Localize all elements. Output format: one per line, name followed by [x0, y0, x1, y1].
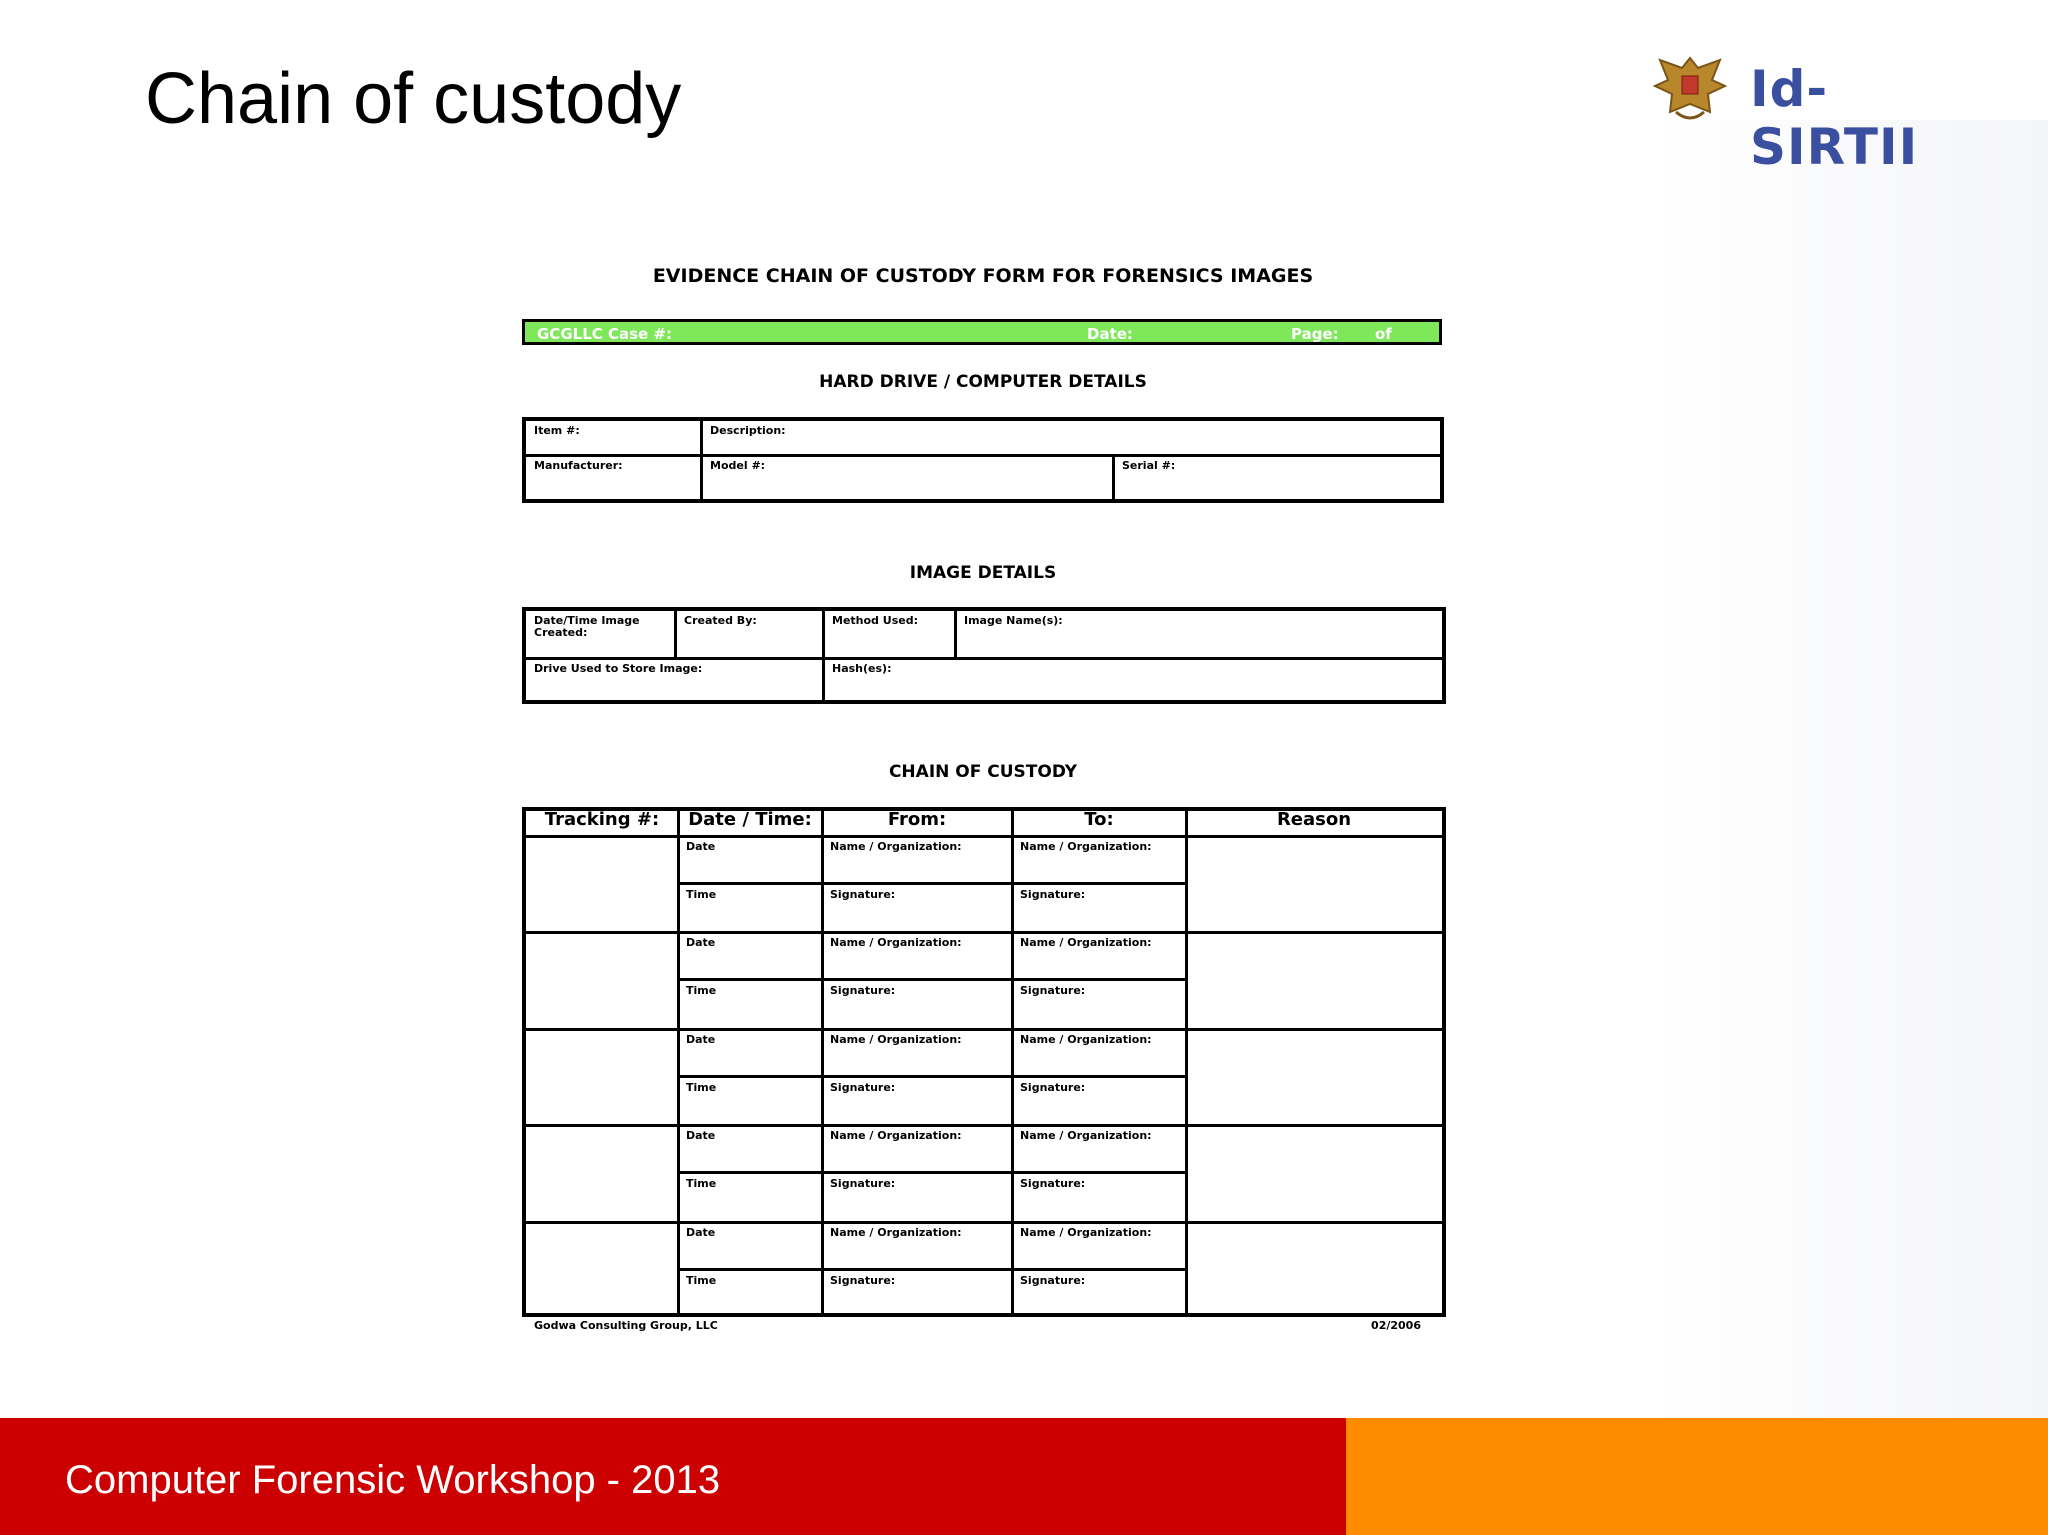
from-name-org-label: Name / Organization:: [830, 1129, 962, 1143]
footer-band: [0, 1418, 2048, 1535]
date-label: Date: [686, 1225, 716, 1239]
custody-section-title: CHAIN OF CUSTODY: [888, 762, 1078, 782]
item-number-field: Item #:: [534, 424, 580, 437]
created-by-field: Created By:: [684, 614, 757, 627]
manufacturer-field: Manufacturer:: [534, 459, 623, 472]
from-signature-label: Signature:: [830, 984, 896, 998]
footer-band-text: Computer Forensic Workshop - 2013: [65, 1458, 721, 1502]
to-name-org-label: Name / Organization:: [1020, 840, 1152, 853]
date-label: Date: [686, 1129, 716, 1143]
time-label: Time: [686, 984, 717, 998]
hashes-field: Hash(es):: [832, 662, 892, 675]
from-signature-label: Signature:: [830, 1080, 896, 1094]
slide-title: Chain of custody: [145, 59, 682, 139]
from-name-org-label: Name / Organization:: [830, 840, 962, 853]
logo-text: Id-SIRTII: [1750, 60, 1919, 176]
image-details-table: [522, 607, 1446, 704]
time-label: Time: [686, 1177, 717, 1191]
to-name-org-label: Name / Organization:: [1020, 1129, 1152, 1143]
date-label: Date: [686, 840, 716, 853]
from-name-org-label: Name / Organization:: [830, 1225, 962, 1239]
date-label: Date: [686, 936, 716, 950]
from-name-org-label: Name / Organization:: [830, 936, 962, 950]
to-signature-label: Signature:: [1020, 888, 1086, 901]
date-label: Date:: [1087, 325, 1133, 343]
hardware-section-title: HARD DRIVE / COMPUTER DETAILS: [819, 372, 1147, 392]
case-number-label: GCGLLC Case #:: [537, 325, 672, 343]
method-used-field: Method Used:: [832, 614, 918, 627]
time-label: Time: [686, 1273, 717, 1287]
of-label: of: [1375, 325, 1392, 343]
logo: [1650, 50, 1950, 176]
garuda-emblem-icon: [1650, 50, 1730, 130]
custody-table: [522, 807, 1446, 1317]
from-header: From:: [887, 809, 947, 830]
reason-header: Reason: [1276, 809, 1352, 830]
form-title: EVIDENCE CHAIN OF CUSTODY FORM FOR FORENSICS IMAGES: [652, 265, 1314, 287]
from-name-org-label: Name / Organization:: [830, 1032, 962, 1046]
from-signature-label: Signature:: [830, 888, 896, 901]
version-footer: 02/2006: [1371, 1319, 1421, 1332]
time-label: Time: [686, 888, 717, 901]
to-name-org-label: Name / Organization:: [1020, 1225, 1152, 1239]
footer-band-orange: [1346, 1418, 2048, 1535]
page-label: Page:: [1291, 325, 1339, 343]
description-field: Description:: [710, 424, 786, 437]
from-signature-label: Signature:: [830, 1177, 896, 1191]
to-signature-label: Signature:: [1020, 1273, 1086, 1287]
date-label: Date: [686, 1032, 716, 1046]
to-signature-label: Signature:: [1020, 1080, 1086, 1094]
to-header: To:: [1084, 809, 1114, 830]
datetime-header: Date / Time:: [688, 809, 812, 830]
drive-used-field: Drive Used to Store Image:: [534, 662, 703, 675]
datetime-created-field: Date/Time Image Created:: [534, 614, 640, 639]
to-signature-label: Signature:: [1020, 1177, 1086, 1191]
side-shade: [1650, 120, 2048, 1420]
model-field: Model #:: [710, 459, 766, 472]
from-signature-label: Signature:: [830, 1273, 896, 1287]
image-names-field: Image Name(s):: [964, 614, 1063, 627]
to-name-org-label: Name / Organization:: [1020, 936, 1152, 950]
hardware-details-table: [522, 417, 1444, 503]
serial-field: Serial #:: [1122, 459, 1176, 472]
image-section-title: IMAGE DETAILS: [909, 563, 1057, 583]
to-signature-label: Signature:: [1020, 984, 1086, 998]
company-footer: Godwa Consulting Group, LLC: [534, 1319, 718, 1332]
tracking-header: Tracking #:: [544, 809, 660, 830]
to-name-org-label: Name / Organization:: [1020, 1032, 1152, 1046]
time-label: Time: [686, 1080, 717, 1094]
case-header-bar: [522, 319, 1442, 345]
